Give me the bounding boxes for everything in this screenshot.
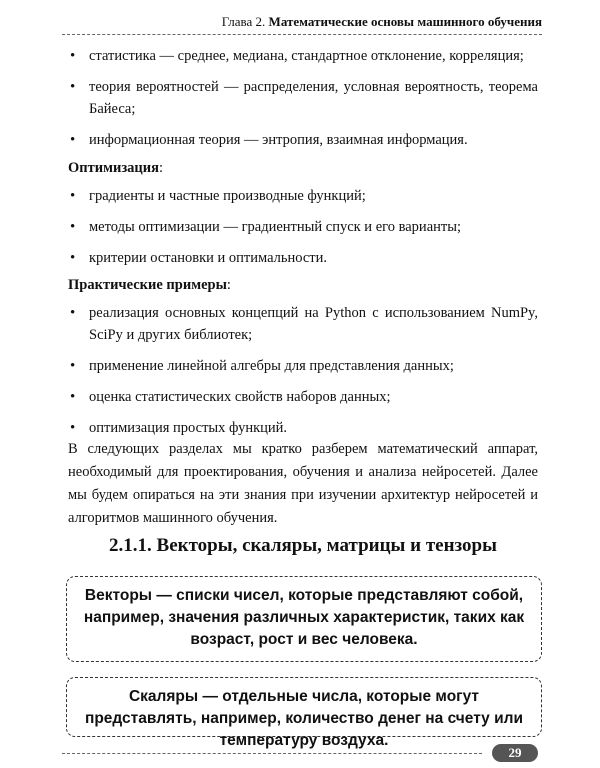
list-item: • статистика — среднее, медиана, стандартное отклонение, корреляция; [68, 45, 538, 67]
list-item: • теория вероятностей — распределения, условная вероятность, теорема Байеса; [68, 76, 538, 120]
optimization-heading-text: Оптимизация [68, 160, 159, 176]
practical-heading-colon: : [226, 277, 231, 293]
list-item: • методы оптимизации — градиентный спуск и его варианты; [68, 216, 538, 238]
subsection-title: 2.1.1. Векторы, скаляры, матрицы и тензоры [109, 535, 497, 556]
list-item: • применение линейной алгебры для представления данных; [68, 355, 538, 377]
intro-bullet-list [68, 45, 538, 151]
practical-bullet-list [68, 302, 538, 439]
scalars-term: Скаляры [128, 688, 199, 705]
vectors-definition-box [66, 576, 542, 662]
vectors-term: Векторы [84, 587, 153, 604]
optimization-bullet-list [68, 185, 538, 269]
footer-divider [62, 753, 482, 754]
header-divider [62, 34, 542, 35]
practical-heading-text: Практические примеры [68, 277, 227, 293]
running-head [62, 14, 542, 30]
scalars-definition: — отдельные числа, которые могут представлять, например, количество денег на счету или температуру воздуха. [84, 688, 524, 749]
list-item: • информационная теория — энтропия, взаимная информация. [68, 129, 538, 151]
vectors-definition: — списки чисел, которые представляют собой, например, значения различных характеристик, таких как возраст, рост и вес человека. [83, 587, 525, 648]
list-item: • градиенты и частные производные функций; [68, 185, 538, 207]
optimization-heading-colon: : [158, 160, 164, 176]
scalars-definition-box [66, 677, 542, 749]
list-item: • оптимизация простых функций. [68, 417, 538, 439]
list-item: • критерии остановки и оптимальности. [68, 247, 538, 269]
list-item: • реализация основных концепций на Python с использованием NumPy, SciPy и других библиотек; [68, 302, 538, 346]
optimization-heading [68, 160, 163, 177]
chapter-label: Глава 2. [221, 14, 266, 29]
practical-examples-heading [68, 277, 231, 294]
list-item: • оценка статистических свойств наборов данных; [68, 386, 538, 408]
page-number: 29 [492, 744, 538, 762]
body-paragraph: В следующих разделах мы кратко разберем математический аппарат, необходимый для проектирования, обучения и анализа нейросетей. Далее мы будем опираться на эти знания при изучении архитектур нейросетей и алгоритмов машинного обучения. [68, 441, 538, 526]
chapter-title: Математические основы машинного обучения [268, 14, 542, 29]
